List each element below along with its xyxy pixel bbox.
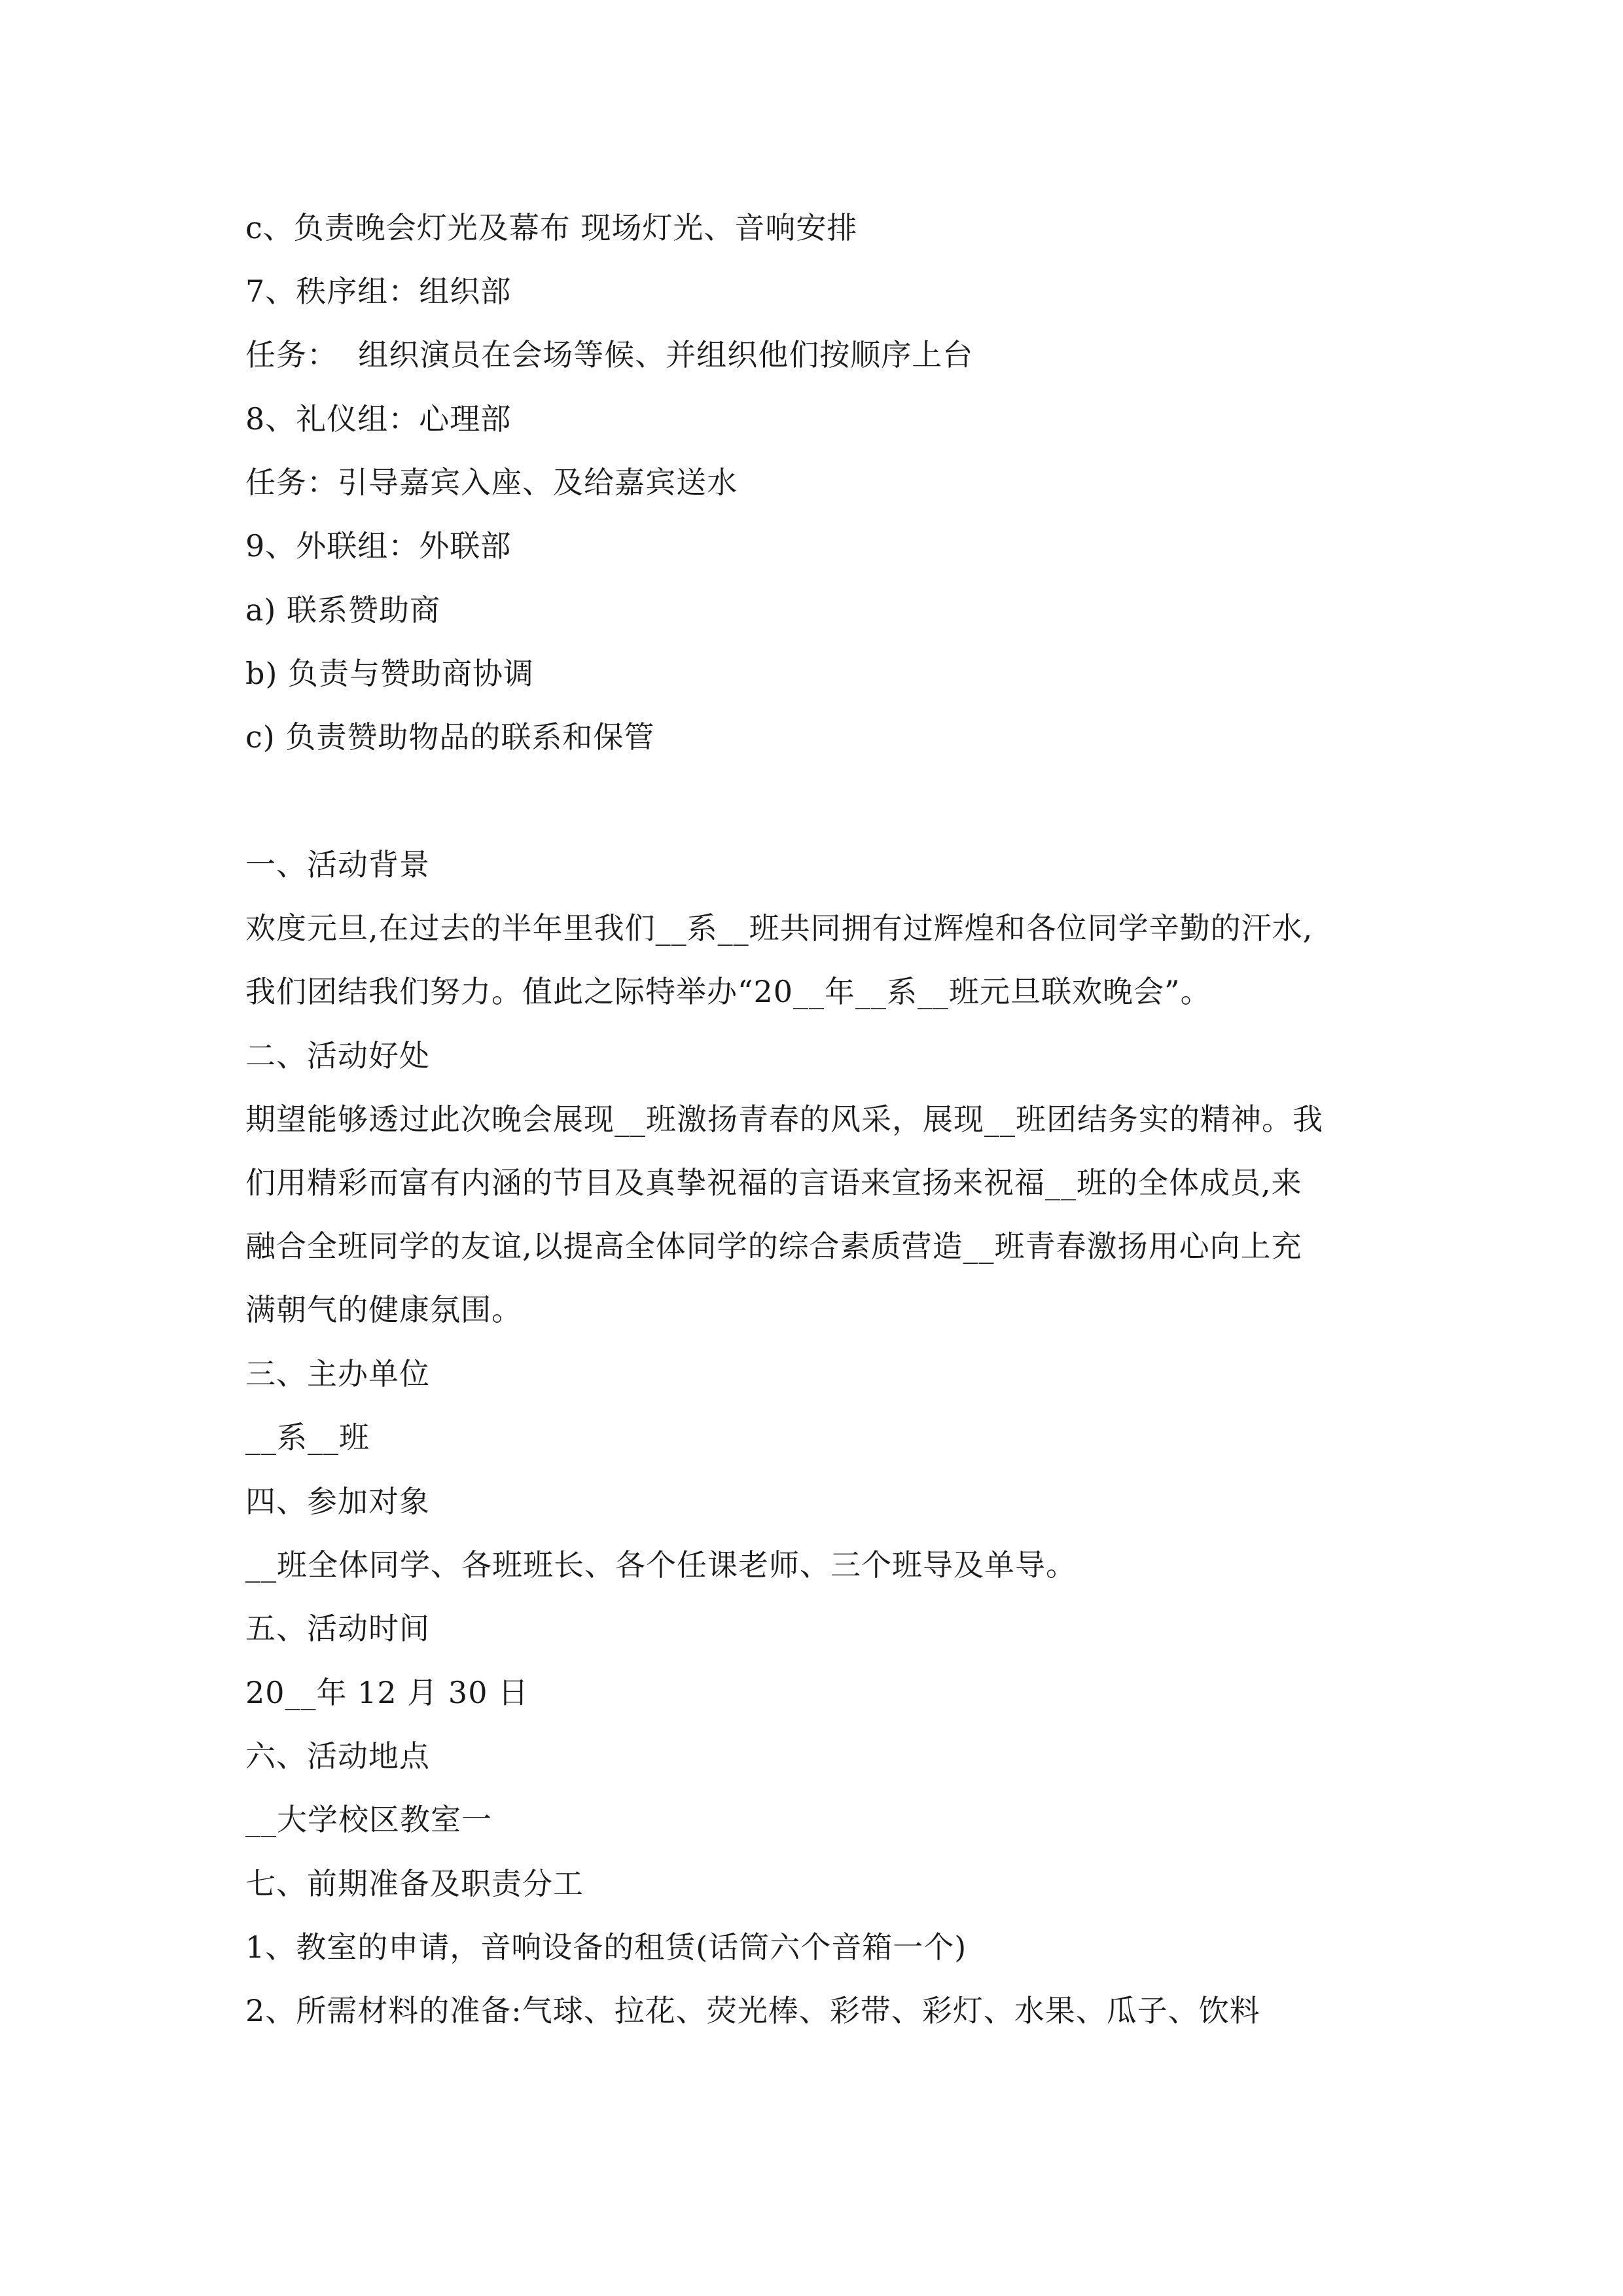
list-item: 7、秩序组：组织部: [245, 274, 512, 309]
paragraph-line: 期望能够透过此次晚会展现__班激扬青春的风采，展现__班团结务实的精神。我: [245, 1102, 1323, 1137]
time-text: 20__年 12 月 30 日: [245, 1675, 529, 1710]
paragraph-line: 们用精彩而富有内涵的节目及真挚祝福的言语来宣扬来祝福__班的全体成员,来: [245, 1165, 1302, 1200]
list-item: 1、教室的申请，音响设备的租赁(话筒六个音箱一个): [245, 1929, 967, 1965]
background-paragraph: [245, 908, 1384, 1035]
list-item: 2、所需材料的准备:气球、拉花、荧光棒、彩带、彩灯、水果、瓜子、饮料: [245, 1993, 1260, 2028]
benefit-paragraph: [245, 1100, 1384, 1354]
location-text: __大学校区教室一: [245, 1802, 492, 1837]
paragraph-line: 融合全班同学的友谊,以提高全体同学的综合素质营造__班青春激扬用心向上充: [245, 1229, 1302, 1264]
section-heading-background: 一、活动背景: [245, 847, 430, 882]
section-heading-time: 五、活动时间: [245, 1611, 430, 1646]
list-item: 任务：引导嘉宾入座、及给嘉宾送水: [245, 465, 738, 500]
section-heading-preparation: 七、前期准备及职责分工: [245, 1866, 584, 1901]
organizer-text: __系__班: [245, 1420, 370, 1455]
section-heading-benefit: 二、活动好处: [245, 1038, 430, 1073]
list-item: b) 负责与赞助商协调: [245, 656, 535, 691]
paragraph-line: 满朝气的健康氛围。: [245, 1292, 522, 1327]
list-item: c、负责晚会灯光及幕布 现场灯光、音响安排: [245, 210, 858, 245]
section-heading-location: 六、活动地点: [245, 1738, 430, 1774]
participants-text: __班全体同学、各班班长、各个任课老师、三个班导及单导。: [245, 1547, 1077, 1583]
paragraph-line: 我们团结我们努力。值此之际特举办“20__年__系__班元旦联欢晚会”。: [245, 974, 1211, 1009]
section-heading-organizer: 三、主办单位: [245, 1356, 430, 1391]
list-item: 任务： 组织演员在会场等候、并组织他们按顺序上台: [245, 337, 974, 372]
list-item: 8、礼仪组：心理部: [245, 401, 512, 437]
list-item: 9、外联组：外联部: [245, 528, 512, 564]
paragraph-line: 欢度元旦,在过去的半年里我们__系__班共同拥有过辉煌和各位同学辛勤的汗水,: [245, 910, 1313, 946]
list-item: a) 联系赞助商: [245, 592, 440, 628]
list-item: c) 负责赞助物品的联系和保管: [245, 719, 655, 755]
section-heading-participants: 四、参加对象: [245, 1484, 430, 1519]
